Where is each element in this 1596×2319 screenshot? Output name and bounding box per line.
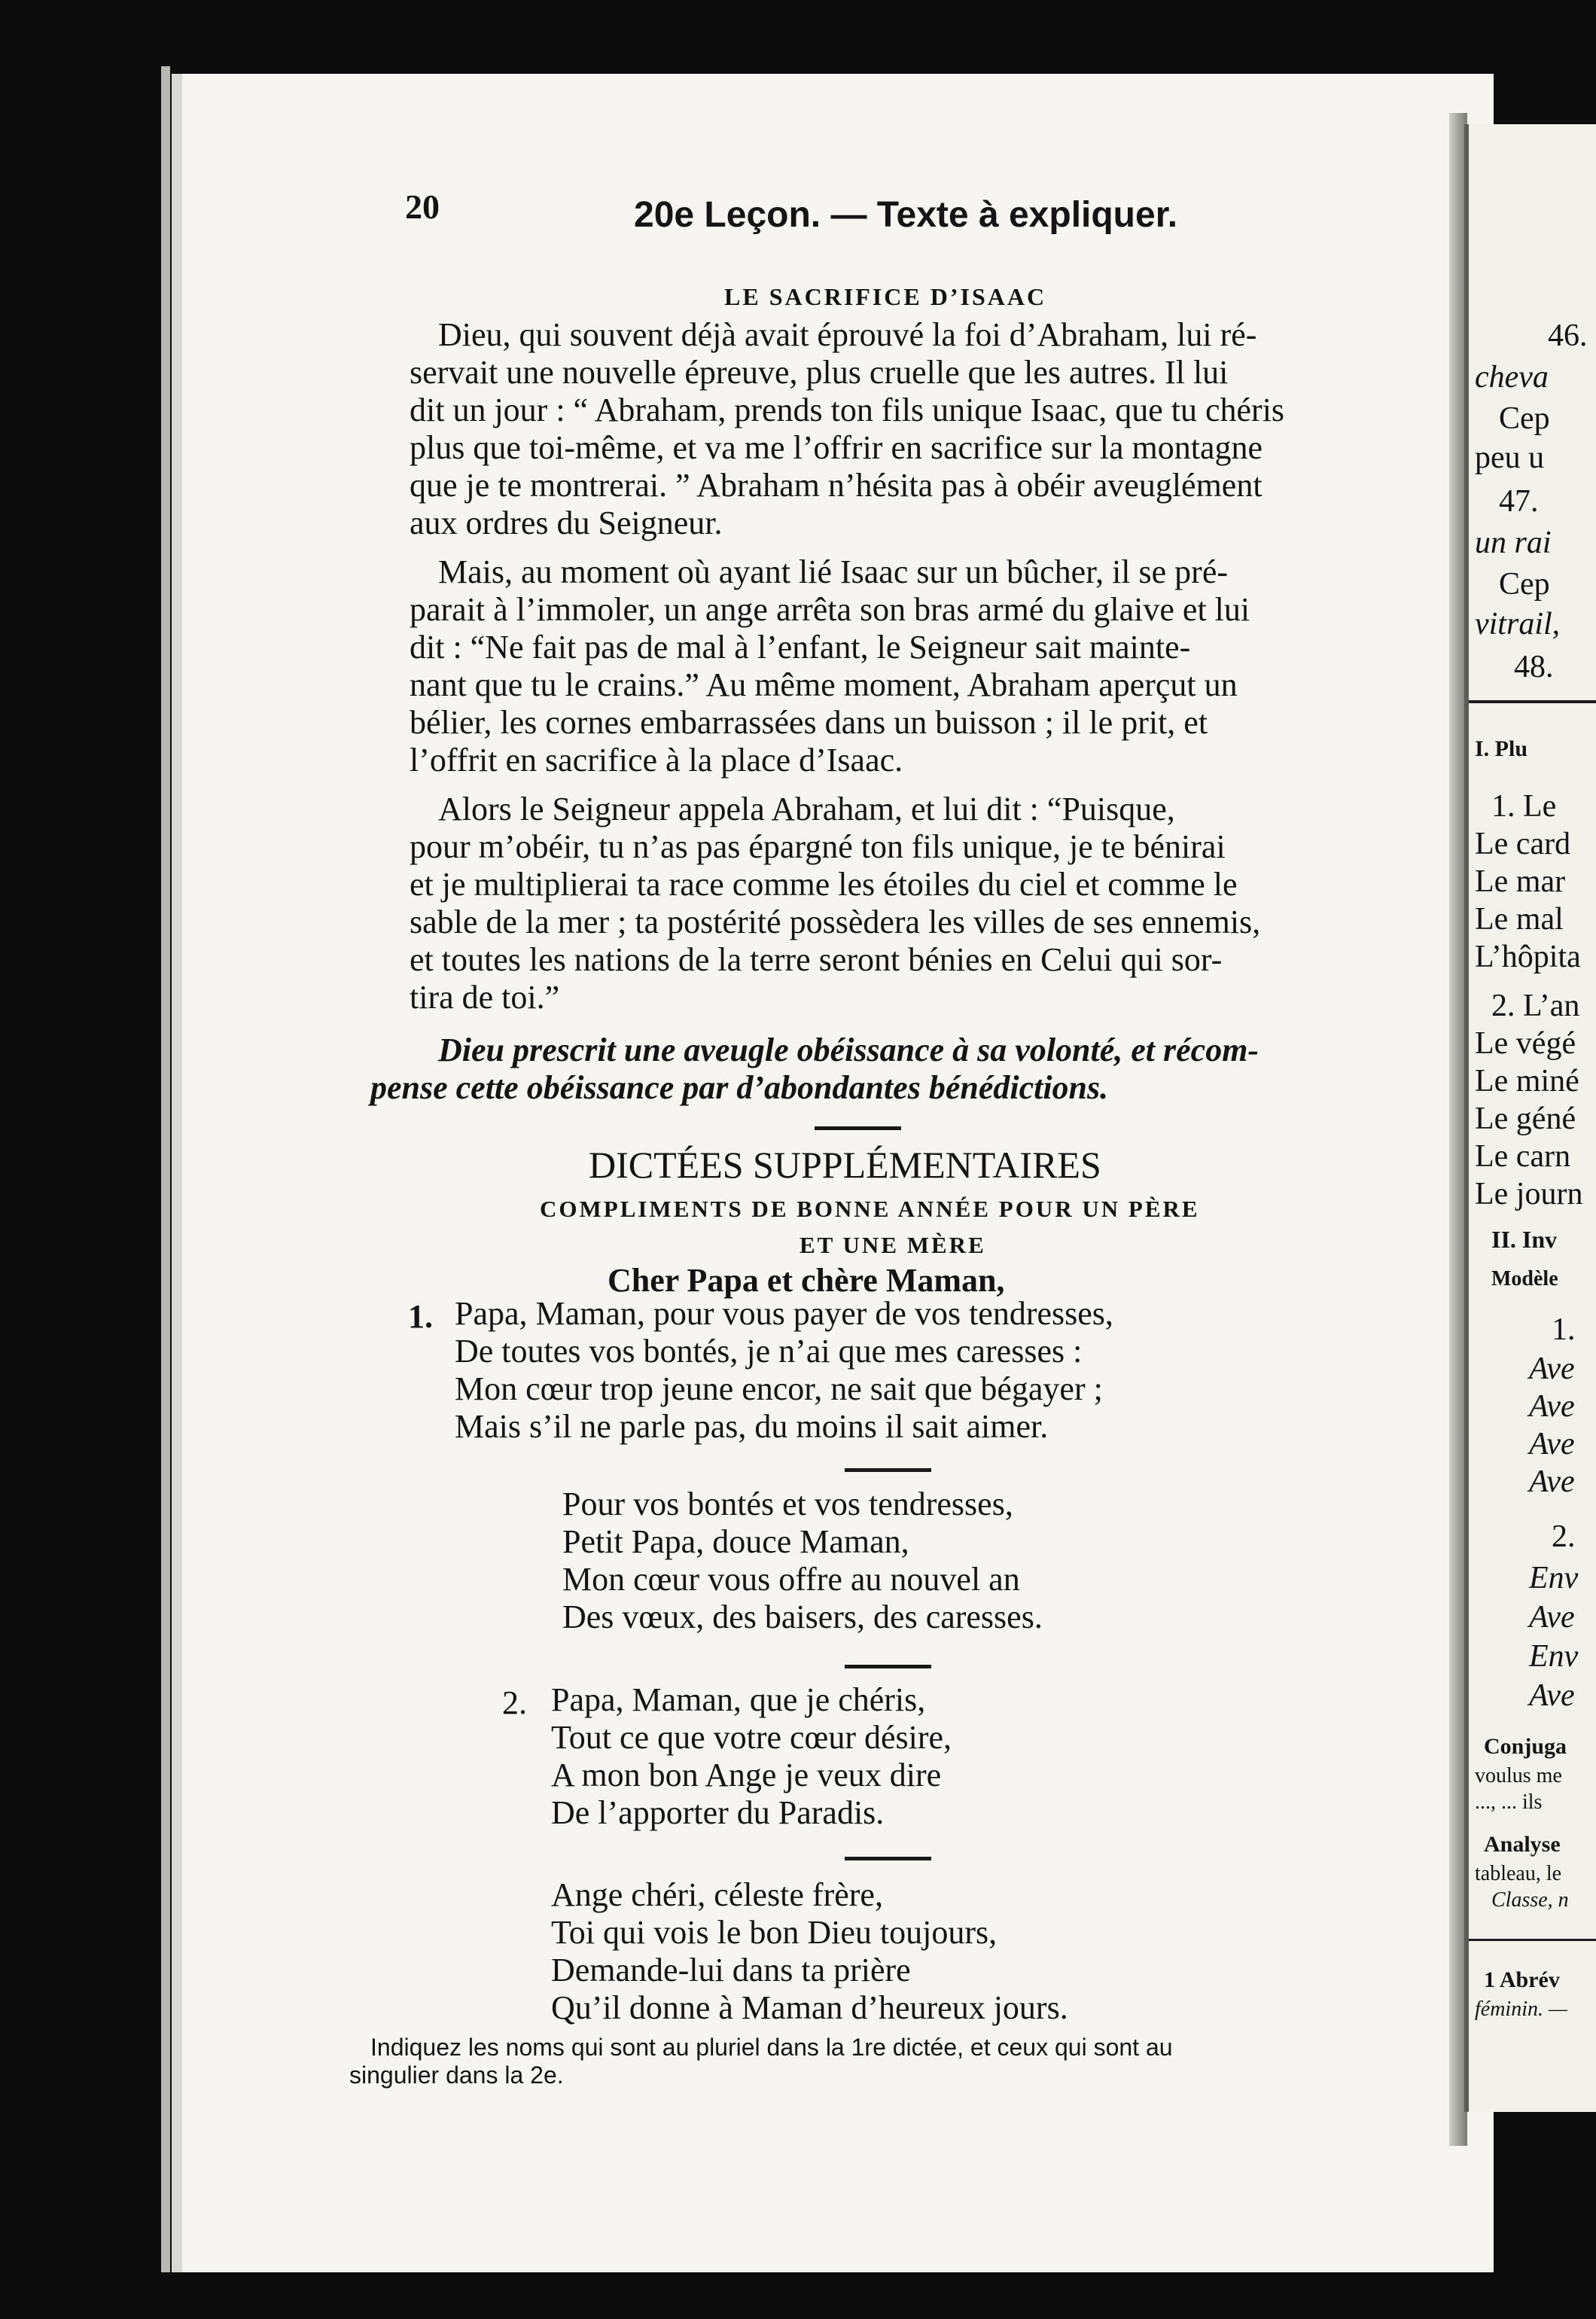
fragment: Cep [1499, 567, 1550, 602]
para2-line: Mais, au moment où ayant lié Isaac sur un bûcher, il se pré- [438, 553, 1229, 590]
verse-line: Papa, Maman, pour vous payer de vos tendresses, [455, 1295, 1113, 1332]
moral-line: Dieu prescrit une aveugle obéissance à sa volonté, et récom- [438, 1032, 1259, 1068]
para1-line: aux ordres du Seigneur. [410, 504, 723, 541]
para1-line: servait une nouvelle épreuve, plus cruelle que les autres. Il lui [410, 354, 1229, 391]
section-title: LE SACRIFICE D’ISAAC [724, 283, 1047, 310]
fragment: 46. [1548, 318, 1588, 353]
salutation: Cher Papa et chère Maman, [608, 1262, 1005, 1299]
verse-line: Tout ce que votre cœur désire, [551, 1719, 952, 1756]
fragment: Ave [1529, 1427, 1575, 1461]
dictees-title: DICTÉES SUPPLÉMENTAIRES [589, 1144, 1101, 1186]
para3-line: Alors le Seigneur appela Abraham, et lui dit : “Puisque, [438, 791, 1175, 827]
para2-line: dit : “Ne fait pas de mal à l’enfant, le Seigneur sait mainte- [410, 629, 1191, 666]
verse-line: Mon cœur trop jeune encor, ne sait que bégayer ; [455, 1370, 1103, 1407]
fragment: Env [1529, 1639, 1579, 1674]
para3-line: tira de toi.” [410, 979, 560, 1016]
fragment: Modèle [1491, 1267, 1558, 1291]
fragment: 48. [1514, 650, 1554, 684]
dictees-subtitle: COMPLIMENTS DE BONNE ANNÉE POUR UN PÈRE [540, 1196, 1200, 1222]
divider [1469, 1939, 1596, 1941]
para2-line: bélier, les cornes embarrassées dans un buisson ; il le prit, et [410, 704, 1208, 741]
fragment: vitrail, [1475, 607, 1561, 641]
poem-number: 1. [408, 1298, 433, 1335]
fragment: I. Plu [1475, 736, 1528, 761]
fragment: voulus me [1475, 1764, 1562, 1787]
fragment: II. Inv [1491, 1226, 1558, 1253]
divider [815, 1126, 901, 1130]
verse-line: Ange chéri, céleste frère, [551, 1876, 883, 1913]
page-number: 20 [405, 187, 440, 226]
fragment: peu u [1475, 440, 1545, 475]
divider [845, 1857, 931, 1860]
fragment: Analyse [1484, 1832, 1561, 1857]
para3-line: et toutes les nations de la terre seront bénies en Celui qui sor- [410, 941, 1223, 978]
para1-line: Dieu, qui souvent déjà avait éprouvé la foi d’Abraham, lui ré- [438, 316, 1257, 353]
right-page-fragment [1464, 124, 1596, 2112]
poem-number: 2. [502, 1684, 527, 1721]
verse-line: Papa, Maman, que je chéris, [551, 1681, 926, 1718]
fragment: Le géné [1475, 1102, 1576, 1136]
fragment: Le journ [1475, 1177, 1583, 1211]
fragment: Ave [1529, 1600, 1575, 1635]
para1-line: que je te montrerai. ” Abraham n’hésita pas à obéir aveuglément [410, 467, 1262, 504]
verse-line: Mon cœur vous offre au nouvel an [562, 1561, 1020, 1598]
para1-line: dit un jour : “ Abraham, prends ton fils unique Isaac, que tu chéris [410, 392, 1285, 428]
verse-line: De l’apporter du Paradis. [551, 1794, 885, 1831]
verse-line: Mais s’il ne parle pas, du moins il sait aimer. [455, 1408, 1049, 1445]
para1-line: plus que toi-même, et va me l’offrir en sacrifice sur la montagne [410, 429, 1262, 466]
fragment: tableau, le [1475, 1862, 1562, 1885]
verse-line: Petit Papa, douce Maman, [562, 1523, 909, 1560]
divider [845, 1468, 931, 1472]
fragment: 2. [1552, 1519, 1576, 1554]
verse-line: Toi qui vois le bon Dieu toujours, [551, 1914, 998, 1951]
fragment: Le mar [1475, 864, 1566, 899]
divider [1469, 700, 1596, 703]
para3-line: pour m’obéir, tu n’as pas épargné ton fils unique, je te bénirai [410, 828, 1226, 865]
dictees-subtitle: ET UNE MÈRE [800, 1232, 986, 1258]
fragment: 1. [1552, 1312, 1576, 1347]
verse-line: Demande-lui dans ta prière [551, 1952, 911, 1988]
verse-line: Pour vos bontés et vos tendresses, [562, 1486, 1013, 1522]
left-page [172, 74, 1494, 2272]
fragment: féminin. — [1475, 1998, 1567, 2021]
para2-line: l’offrit en sacrifice à la place d’Isaac. [410, 742, 903, 779]
fragment: Le miné [1475, 1064, 1579, 1099]
fragment: Le végé [1475, 1026, 1576, 1061]
fragment: Le mal [1475, 902, 1564, 937]
moral-line: pense cette obéissance par d’abondantes bénédictions. [370, 1069, 1109, 1106]
fragment: Env [1529, 1561, 1579, 1595]
page-title: 20e Leçon. — Texte à expliquer. [634, 195, 1178, 235]
para2-line: parait à l’immoler, un ange arrêta son bras armé du glaive et lui [410, 591, 1250, 628]
fragment: Classe, n [1491, 1888, 1569, 1912]
fragment: 2. L’an [1491, 989, 1580, 1023]
verse-line: Des vœux, des baisers, des caresses. [562, 1598, 1043, 1635]
fragment: Ave [1529, 1678, 1575, 1713]
fragment: Cep [1499, 401, 1550, 436]
verse-line: Qu’il donne à Maman d’heureux jours. [551, 1989, 1068, 2026]
para3-line: sable de la mer ; ta postérité possèdera les villes de ses ennemis, [410, 904, 1261, 940]
verse-line: De toutes vos bontés, je n’ai que mes caresses : [455, 1333, 1083, 1370]
fragment: L’hôpita [1475, 940, 1581, 974]
fragment: Le carn [1475, 1139, 1571, 1174]
fragment: 1. Le [1491, 789, 1557, 824]
footer-instruction: Indiquez les noms qui sont au pluriel dans la 1re dictée, et ceux qui sont au [370, 2034, 1173, 2061]
fragment: Ave [1529, 1389, 1575, 1424]
fragment: 1 Abrév [1484, 1967, 1560, 1992]
fragment: Le card [1475, 827, 1571, 861]
page-edge [161, 66, 170, 2272]
verse-line: A mon bon Ange je veux dire [551, 1757, 942, 1793]
fragment: un rai [1475, 526, 1552, 560]
fragment: Conjuga [1484, 1734, 1567, 1759]
footer-instruction: singulier dans la 2e. [349, 2062, 564, 2089]
divider [845, 1665, 931, 1668]
para2-line: nant que tu le crains.” Au même moment, Abraham aperçut un [410, 666, 1238, 703]
para3-line: et je multiplierai ta race comme les étoiles du ciel et comme le [410, 866, 1238, 903]
fragment: cheva [1475, 360, 1549, 395]
fragment: ..., ... ils [1475, 1790, 1543, 1814]
fragment: Ave [1529, 1351, 1575, 1386]
fragment: Ave [1529, 1464, 1575, 1499]
fragment: 47. [1499, 484, 1539, 519]
